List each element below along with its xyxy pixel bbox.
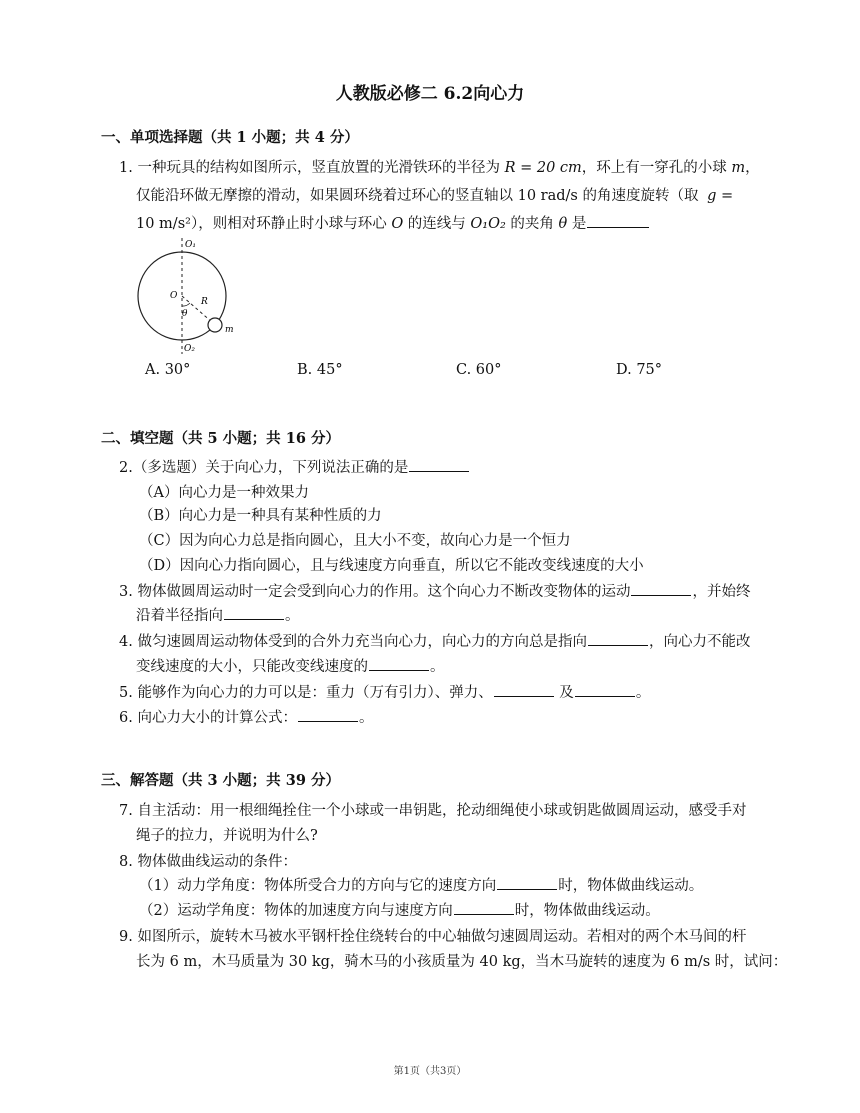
answer-blank[interactable] [409, 457, 469, 472]
q1-math-units: 10 m/s²） [136, 216, 199, 232]
q4-text: ，向心力不能改 [648, 634, 751, 650]
q6-text: 6. 向心力大小的计算公式： [119, 710, 297, 726]
section-heading-2: 二、填空题（共 5 小题；共 16 分） [101, 430, 340, 447]
q5-text: 5. 能够作为向心力的力可以是：重力（万有引力）、弹力、 [119, 685, 493, 701]
choice-b[interactable]: B. 45° [297, 362, 343, 378]
q3-text: ，并始终 [692, 584, 751, 600]
answer-blank[interactable] [631, 581, 691, 596]
answer-blank[interactable] [454, 900, 514, 915]
label-o1: O₁ [185, 240, 196, 250]
q3-text: 3. 物体做圆周运动时一定会受到向心力的作用。这个向心力不断改变物体的运动 [119, 584, 631, 600]
label-o: O [170, 291, 178, 301]
q1-math-theta: θ [558, 216, 568, 232]
angle-arc [182, 303, 190, 306]
label-o2: O₂ [184, 344, 195, 354]
answer-blank[interactable] [298, 707, 358, 722]
q9-line-2: 长为 6 m，木马质量为 30 kg，骑木马的小孩质量为 40 kg，当木马旋转的速度为 6 m/s 时，试问： [136, 954, 788, 970]
q5-text: 及 [554, 685, 574, 701]
q1-text: 是 [567, 216, 587, 232]
q8-line-1 [139, 874, 703, 895]
q8-stem: 8. 物体做曲线运动的条件： [119, 854, 297, 870]
q2-option-d: （D）因向心力指向圆心，且与线速度方向垂直，所以它不能改变线速度的大小 [139, 558, 644, 574]
label-m: m [225, 325, 234, 335]
answer-blank[interactable] [587, 213, 649, 228]
q3-text: 。 [285, 608, 300, 624]
section-heading-3: 三、解答题（共 3 小题；共 39 分） [101, 772, 340, 789]
q1-text: ，则相对环静止时小球与环心 [198, 216, 392, 232]
q4-text: 。 [430, 659, 445, 675]
q7-line-1: 7. 自主活动：用一根细绳拴住一个小球或一串钥匙，抡动细绳使小球或钥匙做圆周运动，感受手对 [119, 803, 747, 819]
q2-option-a: （A）向心力是一种效果力 [139, 485, 309, 501]
q1-text: 仅能沿环做无摩擦的滑动，如果圆环绕着过环心的竖直轴以 10 rad/s 的角速度旋转（取 [136, 188, 704, 204]
q1-text: 的连线与 [403, 216, 471, 232]
answer-blank[interactable] [497, 875, 557, 890]
answer-blank[interactable] [494, 682, 554, 697]
ball-icon [208, 318, 222, 332]
q3-line-1 [119, 580, 750, 601]
ring-diagram [128, 236, 248, 358]
page-title: 人教版必修二 6.2向心力 [335, 84, 525, 104]
q1-line-3 [136, 212, 650, 233]
q8-text: （1）动力学角度：物体所受合力的方向与它的速度方向 [139, 878, 497, 894]
section-heading-1: 一、单项选择题（共 1 小题；共 4 分） [101, 129, 359, 146]
q4-text: 变线速度的大小，只能改变线速度的 [136, 659, 368, 675]
answer-blank[interactable] [369, 656, 429, 671]
answer-blank[interactable] [575, 682, 635, 697]
answer-blank[interactable] [588, 631, 648, 646]
q1-text: ， [745, 160, 760, 176]
label-theta: θ [182, 309, 188, 319]
q2-option-b: （B）向心力是一种具有某种性质的力 [139, 508, 382, 524]
q8-text: 时，物体做曲线运动。 [558, 878, 704, 894]
q2-option-c: （C）因为向心力总是指向圆心，且大小不变，故向心力是一个恒力 [139, 533, 571, 549]
q1-line-2 [136, 184, 733, 205]
q1-math-m: m [731, 160, 746, 176]
q1-line-1 [119, 156, 760, 177]
q1-text: 的夹角 [505, 216, 559, 232]
q2-text: 2.（多选题）关于向心力，下列说法正确的是 [119, 460, 409, 476]
page-footer: 第1页（共3页） [393, 1066, 467, 1077]
q4-line-2 [136, 655, 445, 676]
q7-line-2: 绳子的拉力，并说明为什么? [136, 828, 318, 844]
q8-text: （2）运动学角度：物体的加速度方向与速度方向 [139, 903, 453, 919]
q5-text: 。 [635, 685, 651, 701]
q1-text: ，环上有一穿孔的小球 [581, 160, 732, 176]
q3-text: 沿着半径指向 [136, 608, 223, 624]
q4-text: 4. 做匀速圆周运动物体受到的合外力充当向心力，向心力的方向总是指向 [119, 634, 587, 650]
q6-text: 。 [358, 710, 374, 726]
q1-math-g: g = [707, 188, 734, 204]
q1-math-o1o2: O₁O₂ [470, 216, 506, 232]
q6-line [119, 706, 373, 727]
q1-text: 1. 一种玩具的结构如图所示，竖直放置的光滑铁环的半径为 [119, 160, 505, 176]
q1-math-o: O [391, 216, 404, 232]
choice-d[interactable]: D. 75° [616, 362, 663, 378]
q8-text: 时，物体做曲线运动。 [514, 903, 660, 919]
q2-stem [119, 456, 470, 477]
answer-blank[interactable] [224, 605, 284, 620]
q1-math-radius: R = 20 cm [504, 160, 582, 176]
label-r: R [201, 297, 208, 307]
choice-c[interactable]: C. 60° [456, 362, 502, 378]
q9-line-1: 9. 如图所示，旋转木马被水平钢杆拴住绕转台的中心轴做匀速圆周运动。若相对的两个木马间的杆 [119, 929, 747, 945]
choice-a[interactable]: A. 30° [145, 362, 191, 378]
q3-line-2 [136, 604, 300, 625]
q5-line [119, 681, 650, 702]
q8-line-2 [139, 899, 660, 920]
q4-line-1 [119, 630, 750, 651]
